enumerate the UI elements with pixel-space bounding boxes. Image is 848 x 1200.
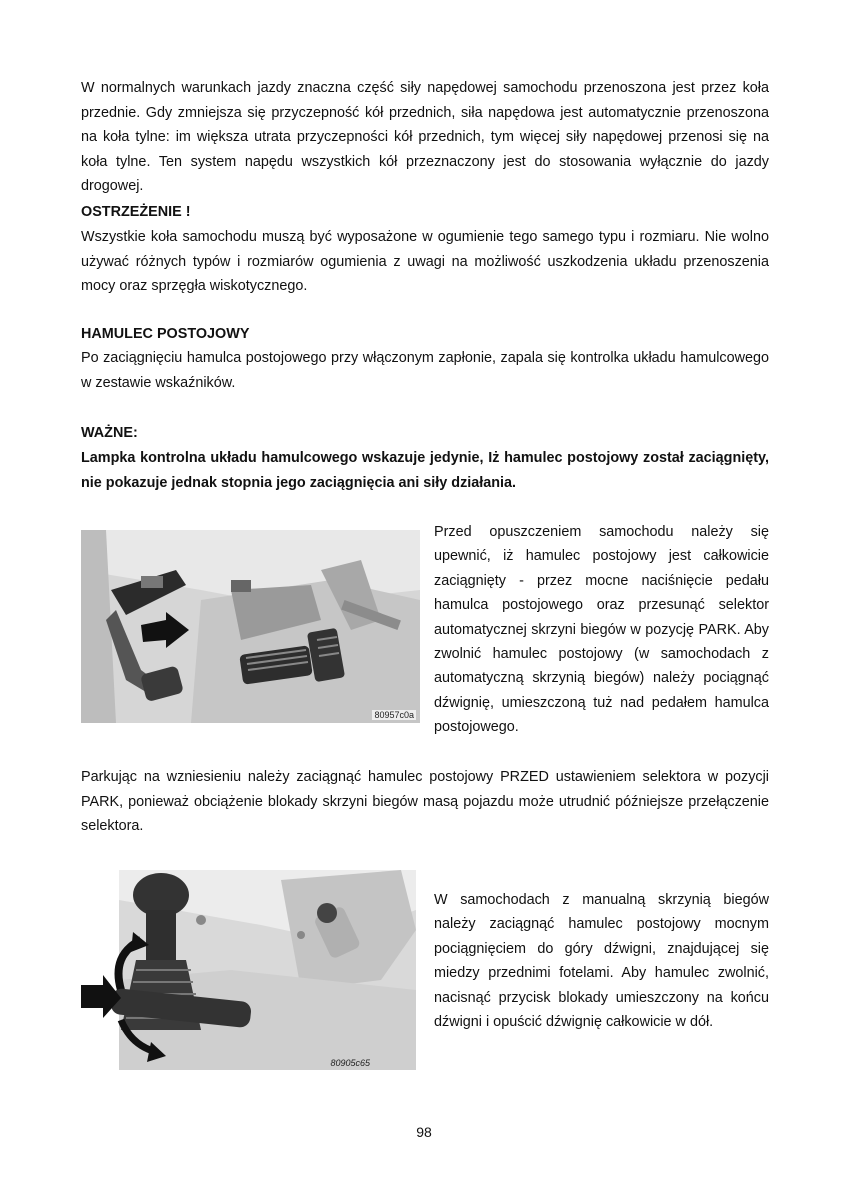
important-text: Lampka kontrolna układu hamulcowego wskazuje jedynie, Iż hamulec postojowy został zaciągnięty, nie pokazuje jednak stopnia jego zaciągnięcia ani siły działania. xyxy=(81,450,769,491)
pedal-illustration xyxy=(81,530,420,723)
parking-brake-heading: HAMULEC POSTOJOWY xyxy=(81,326,250,342)
lever-illustration xyxy=(81,870,416,1070)
page-number: 98 xyxy=(416,1124,432,1140)
parking-brake-text: Po zaciągnięciu hamulca postojowego przy włączonym zapłonie, zapala się kontrolka układu hamulcowego w zestawie wskaźników. xyxy=(81,350,769,391)
intro-paragraph: W normalnych warunkach jazdy znaczna część siły napędowej samochodu przenoszona jest przez koła przednie. Gdy zmniejsza się przyczepność kół przednich, siła napędowa jest automatycznie przenoszona na koła tylne: im większa utrata przyczepności kół przednich, tym więcej siły napędowej przenosi się na koła tylne. Ten system napędu wszystkich kół przeznaczony jest do stosowania wyłącznie do jazdy drogowej. xyxy=(81,80,769,194)
figure1-caption: Przed opuszczeniem samochodu należy się upewnić, iż hamulec postojowy jest całkowicie zaciągnięty - przez mocne naciśnięcie pedału hamulca postojowego oraz przesunąć selektor automatycznej skrzyni biegów w pozycję PARK. Aby zwolnić hamulec postojowy (w samochodach z automatyczną skrzynią biegów) należy pociągnąć dźwignię, umieszczoną tuż nad pedałem hamulca postojowego. xyxy=(434,524,769,736)
hand-brake-lever-figure xyxy=(81,870,416,1070)
slope-paragraph: Parkując na wzniesieniu należy zaciągnąć hamulec postojowy PRZED ustawieniem selektora w pozycji PARK, ponieważ obciążenie blokady skrzyni biegów masą pojazdu może utrudnić późniejsze przełączenie selektora. xyxy=(81,769,769,834)
figure2-code: 80905c65 xyxy=(330,1058,370,1068)
warning-text: Wszystkie koła samochodu muszą być wyposażone w ogumienie tego samego typu i rozmiaru. Nie wolno używać różnych typów i rozmiarów ogumienia z uwagi na możliwość uszkodzenia układu przenoszenia mocy oraz sprzęgła wiskotycznego. xyxy=(81,229,769,294)
figure2-caption: W samochodach z manualną skrzynią biegów należy zaciągnąć hamulec postojowy mocnym pociągnięciem do góry dźwigni, znajdującej się miedzy przednimi fotelami. Aby hamulec zwolnić, nacisnąć przycisk blokady umieszczony na końcu dźwigni i opuścić dźwignię całkowicie w dół. xyxy=(434,892,769,1031)
parking-brake-pedal-figure xyxy=(81,530,420,723)
warning-heading: OSTRZEŻENIE ! xyxy=(81,204,191,220)
important-heading: WAŻNE: xyxy=(81,425,138,441)
figure1-code: 80957c0a xyxy=(374,710,414,720)
